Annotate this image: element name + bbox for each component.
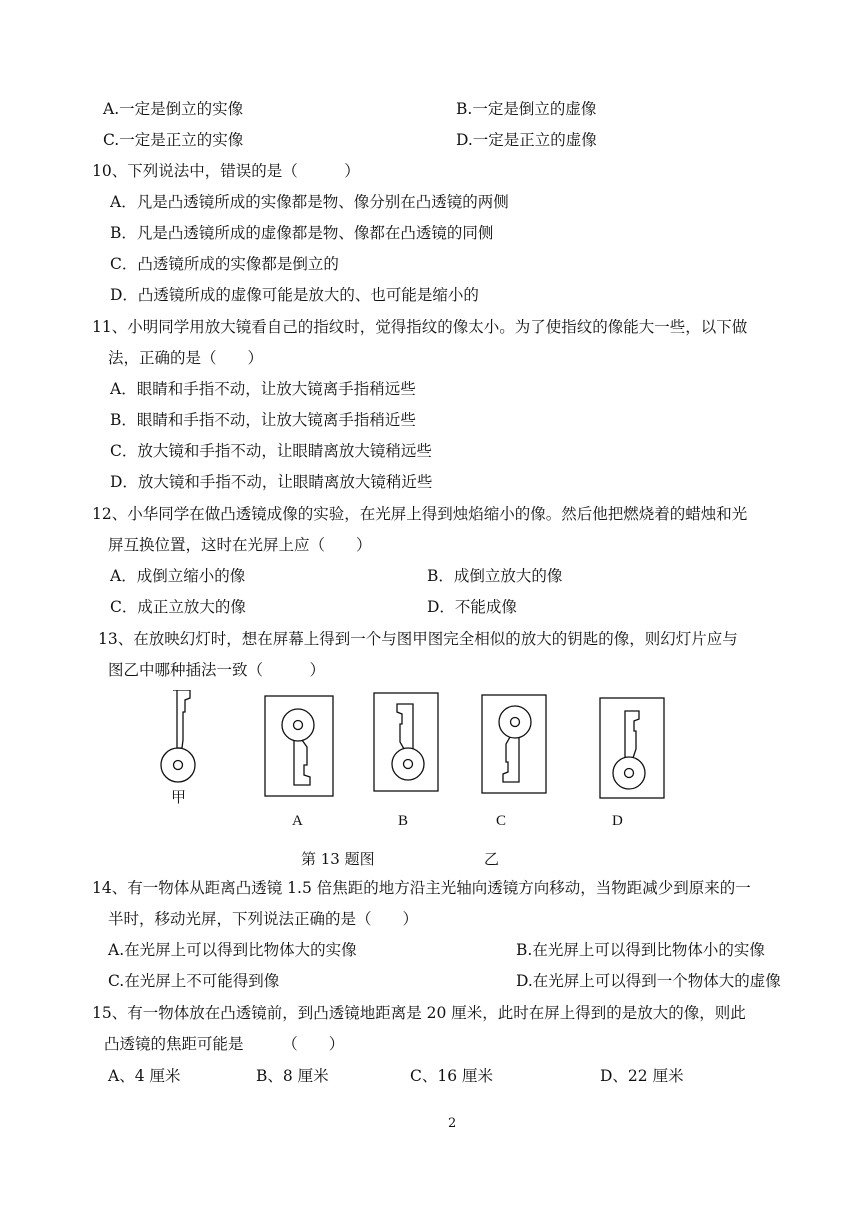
- q15-option-a: A、4 厘米: [108, 1067, 181, 1085]
- q14-stem-line2: 半时，移动光屏，下列说法正确的是（ ）: [108, 910, 419, 928]
- q12-option-b: B．成倒立放大的像: [427, 567, 563, 585]
- q11-stem-line1: 11、小明同学用放大镜看自己的指纹时，觉得指纹的像太小。为了使指纹的像能大一些，以下做: [92, 318, 748, 336]
- q14-option-a: A.在光屏上可以得到比物体大的实像: [108, 941, 357, 959]
- figure-label-jia: 甲: [171, 790, 187, 806]
- figure-label-a: A: [292, 813, 303, 829]
- q10-stem: 10、下列说法中，错误的是（ ）: [92, 162, 360, 180]
- q11-option-c: C．放大镜和手指不动，让眼睛离放大镜稍远些: [110, 442, 432, 460]
- page-number: 2: [448, 1116, 457, 1131]
- q9-option-c: C.一定是正立的实像: [103, 131, 244, 149]
- q15-option-b: B、8 厘米: [256, 1067, 329, 1085]
- q11-option-a: A．眼睛和手指不动，让放大镜离手指稍远些: [110, 380, 416, 398]
- slide-option-a: [264, 695, 334, 797]
- q11-option-d: D．放大镜和手指不动，让眼睛离放大镜稍近些: [110, 473, 433, 491]
- slide-option-d: [599, 697, 665, 799]
- q10-option-a: A．凡是凸透镜所成的实像都是物、像分别在凸透镜的两侧: [110, 193, 509, 211]
- q15-option-d: D、22 厘米: [600, 1067, 684, 1085]
- key-figure-jia: [150, 690, 210, 790]
- q10-option-d: D．凸透镜所成的虚像可能是放大的、也可能是缩小的: [110, 286, 479, 304]
- figure-label-b: B: [398, 813, 409, 829]
- q12-stem-line2: 屏互换位置，这时在光屏上应（ ）: [108, 536, 372, 554]
- q9-option-a: A.一定是倒立的实像: [103, 100, 244, 118]
- figure-caption-yi: 乙: [484, 850, 500, 868]
- q14-option-b: B.在光屏上可以得到比物体小的实像: [516, 941, 765, 959]
- q12-stem-line1: 12、小华同学在做凸透镜成像的实验，在光屏上得到烛焰缩小的像。然后他把燃烧着的蜡烛和光: [92, 505, 748, 523]
- q14-option-c: C.在光屏上不可能得到像: [108, 972, 280, 990]
- q14-option-d: D.在光屏上可以得到一个物体大的虚像: [516, 972, 781, 990]
- q13-stem-line1: 13、在放映幻灯时，想在屏幕上得到一个与图甲图完全相似的放大的钥匙的像，则幻灯片应与: [98, 630, 738, 648]
- slide-option-b: [373, 692, 439, 792]
- q15-stem-line2: 凸透镜的焦距可能是 （ ）: [104, 1035, 345, 1053]
- q9-option-b: B.一定是倒立的虚像: [456, 100, 597, 118]
- q11-option-b: B．眼睛和手指不动，让放大镜离手指稍近些: [110, 411, 416, 429]
- figure-label-c: C: [496, 813, 507, 829]
- q12-option-d: D．不能成像: [427, 598, 517, 616]
- q10-option-b: B．凡是凸透镜所成的虚像都是物、像都在凸透镜的同侧: [110, 224, 494, 242]
- q12-option-c: C．成正立放大的像: [110, 598, 246, 616]
- q15-stem-line1: 15、有一物体放在凸透镜前，到凸透镜地距离是 20 厘米，此时在屏上得到的是放大的像，则此: [92, 1004, 746, 1022]
- q13-stem-line2: 图乙中哪种插法一致（ ）: [108, 661, 326, 679]
- q14-stem-line1: 14、有一物体从距离凸透镜 1.5 倍焦距的地方沿主光轴向透镜方向移动，当物距减少到原来的一: [92, 879, 751, 897]
- q9-option-d: D.一定是正立的虚像: [456, 131, 597, 149]
- slide-option-c: [481, 694, 547, 794]
- q12-option-a: A．成倒立缩小的像: [110, 567, 246, 585]
- figure-caption: 第 13 题图: [301, 850, 375, 868]
- q11-stem-line2: 法，正确的是（ ）: [108, 349, 264, 367]
- q10-option-c: C．凸透镜所成的实像都是倒立的: [110, 255, 339, 273]
- figure-label-d: D: [612, 813, 623, 829]
- q15-option-c: C、16 厘米: [410, 1067, 494, 1085]
